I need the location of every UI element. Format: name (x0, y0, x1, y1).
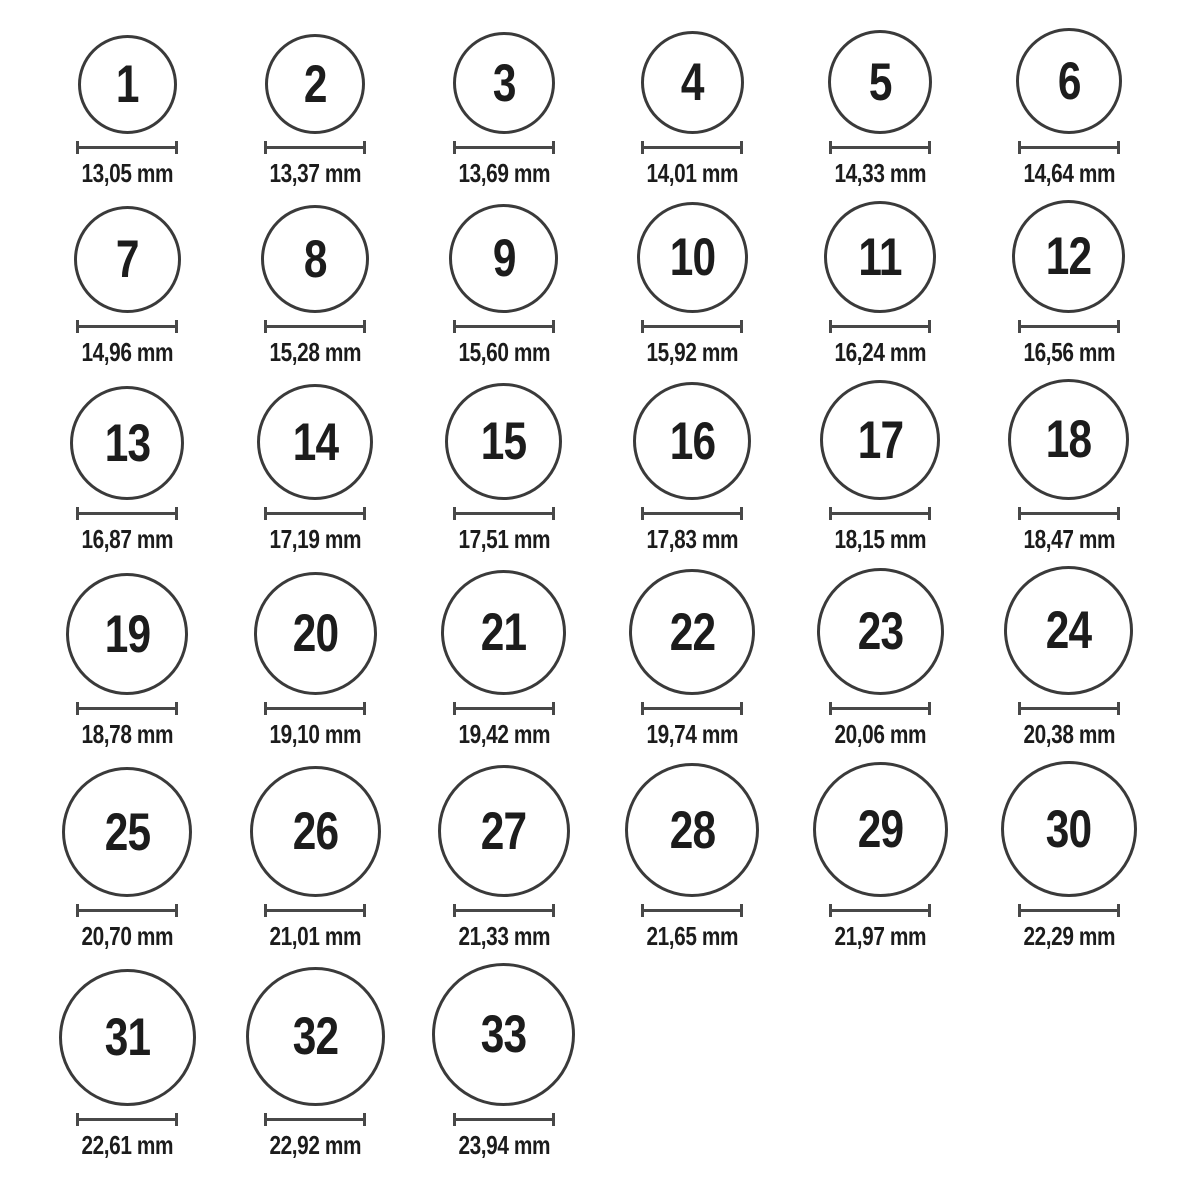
diameter-ruler-icon (829, 320, 931, 333)
ring-size-number: 5 (869, 52, 892, 112)
ring-size-number: 7 (115, 230, 139, 289)
diameter-ruler-icon (453, 702, 555, 715)
ring-size-cell (410, 204, 598, 365)
diameter-ruler-icon (1018, 702, 1120, 715)
ring-size-number: 23 (857, 602, 904, 661)
ring-size-cell (221, 34, 409, 186)
ring-size-cell (598, 202, 786, 365)
ring-size-cell (33, 573, 221, 747)
diameter-label: 13,05 mm (81, 158, 173, 188)
ring-circle (637, 202, 748, 313)
ring-circle (432, 963, 575, 1106)
ring-size-cell (975, 566, 1163, 747)
diameter-label: 22,61 mm (81, 1130, 173, 1160)
ring-size-number: 31 (104, 1008, 150, 1067)
ring-circle (453, 32, 555, 134)
diameter-label: 20,70 mm (81, 921, 173, 951)
ring-size-cell (975, 200, 1163, 365)
ring-size-cell (786, 380, 974, 552)
ring-size-cell (975, 379, 1163, 552)
ring-circle (70, 386, 184, 500)
diameter-ruler-icon (76, 141, 178, 154)
diameter-ruler-icon (264, 141, 366, 154)
diameter-ruler-icon (641, 141, 743, 154)
ring-size-number: 24 (1046, 601, 1092, 660)
diameter-ruler-icon (453, 904, 555, 917)
ring-circle (257, 384, 373, 500)
ring-circle (828, 30, 932, 134)
ring-circle (824, 201, 936, 313)
diameter-ruler-icon (829, 141, 931, 154)
ring-circle (813, 762, 948, 897)
diameter-label: 13,69 mm (458, 158, 550, 188)
ring-size-cell (786, 568, 974, 747)
ring-size-number: 16 (669, 411, 715, 471)
ring-size-number: 21 (481, 603, 527, 662)
ring-size-number: 14 (292, 412, 339, 472)
diameter-label: 16,56 mm (1023, 337, 1115, 367)
ring-size-number: 6 (1057, 51, 1081, 111)
ring-size-cell (786, 30, 974, 186)
ring-circle (441, 570, 566, 695)
ring-size-number: 19 (104, 604, 150, 664)
ring-size-cell (221, 766, 409, 949)
diameter-label: 16,87 mm (81, 524, 173, 554)
ring-size-number: 4 (680, 53, 704, 112)
diameter-label: 15,60 mm (458, 337, 550, 367)
ring-size-number: 30 (1046, 799, 1092, 859)
ring-size-number: 17 (857, 410, 904, 470)
diameter-ruler-icon (641, 702, 743, 715)
diameter-ruler-icon (76, 320, 178, 333)
diameter-ruler-icon (829, 507, 931, 520)
diameter-label: 19,10 mm (269, 719, 362, 749)
ring-circle (449, 204, 558, 313)
ring-size-cell (598, 569, 786, 747)
ring-size-cell (33, 206, 221, 365)
diameter-label: 22,92 mm (269, 1130, 362, 1160)
ring-circle (1001, 761, 1137, 897)
ring-size-number: 29 (857, 800, 904, 859)
ring-circle (1016, 28, 1122, 134)
ring-size-number: 26 (292, 802, 339, 861)
diameter-label: 20,06 mm (834, 719, 927, 749)
ring-circle (59, 969, 196, 1106)
ring-size-number: 22 (669, 602, 715, 662)
ring-circle (820, 380, 940, 500)
ring-size-cell (33, 386, 221, 552)
ring-size-cell (33, 767, 221, 949)
ring-size-number: 27 (481, 801, 527, 861)
diameter-label: 21,65 mm (646, 921, 738, 951)
ring-size-number: 10 (669, 228, 715, 287)
ring-size-cell (598, 763, 786, 949)
ring-size-cell (410, 963, 598, 1158)
ring-size-number: 9 (492, 229, 516, 288)
diameter-label: 13,37 mm (269, 158, 362, 188)
diameter-label: 20,38 mm (1023, 719, 1115, 749)
ring-size-cell (221, 384, 409, 552)
diameter-label: 14,64 mm (1023, 158, 1115, 188)
diameter-ruler-icon (264, 320, 366, 333)
ring-size-cell (221, 572, 409, 747)
ring-circle (254, 572, 377, 695)
diameter-label: 18,47 mm (1023, 524, 1115, 554)
diameter-ruler-icon (641, 904, 743, 917)
diameter-label: 22,29 mm (1023, 921, 1115, 951)
ring-circle (78, 35, 177, 134)
ring-circle (261, 205, 369, 313)
diameter-ruler-icon (641, 320, 743, 333)
diameter-label: 19,74 mm (646, 719, 738, 749)
diameter-label: 15,28 mm (269, 337, 362, 367)
diameter-label: 18,78 mm (81, 719, 173, 749)
diameter-label: 14,01 mm (646, 158, 738, 188)
diameter-label: 14,33 mm (834, 158, 927, 188)
ring-circle (438, 765, 570, 897)
diameter-label: 21,97 mm (834, 921, 927, 951)
ring-size-cell (786, 762, 974, 949)
ring-size-cell (33, 35, 221, 186)
ring-circle (74, 206, 181, 313)
ring-size-cell (598, 31, 786, 186)
ring-size-cell (410, 570, 598, 747)
diameter-ruler-icon (1018, 507, 1120, 520)
ring-circle (1004, 566, 1133, 695)
diameter-ruler-icon (453, 141, 555, 154)
diameter-ruler-icon (829, 904, 931, 917)
ring-circle (265, 34, 365, 134)
diameter-label: 18,15 mm (834, 524, 927, 554)
diameter-ruler-icon (829, 702, 931, 715)
diameter-ruler-icon (1018, 320, 1120, 333)
diameter-label: 17,83 mm (646, 524, 738, 554)
diameter-ruler-icon (76, 702, 178, 715)
ring-size-number: 20 (292, 604, 339, 663)
ring-size-cell (410, 383, 598, 552)
diameter-ruler-icon (76, 1113, 178, 1126)
ring-circle (66, 573, 188, 695)
ring-size-number: 1 (115, 55, 139, 114)
diameter-ruler-icon (453, 320, 555, 333)
diameter-ruler-icon (264, 1113, 366, 1126)
diameter-ruler-icon (76, 904, 178, 917)
ring-size-number: 12 (1046, 227, 1092, 286)
diameter-label: 17,19 mm (269, 524, 362, 554)
diameter-label: 21,01 mm (269, 921, 362, 951)
ring-size-number: 13 (104, 413, 150, 473)
ring-size-cell (975, 761, 1163, 949)
diameter-ruler-icon (76, 507, 178, 520)
diameter-ruler-icon (264, 702, 366, 715)
ring-size-number: 28 (669, 800, 715, 860)
ring-size-cell (33, 969, 221, 1158)
ring-circle (445, 383, 562, 500)
ring-circle (250, 766, 381, 897)
ring-circle (633, 382, 751, 500)
ring-circle (1012, 200, 1125, 313)
diameter-label: 16,24 mm (834, 337, 927, 367)
ring-size-cell (786, 201, 974, 365)
ring-size-number: 2 (304, 54, 327, 114)
ring-circle (817, 568, 944, 695)
diameter-ruler-icon (453, 1113, 555, 1126)
ring-size-cell (221, 967, 409, 1158)
ring-circle (1008, 379, 1129, 500)
ring-circle (246, 967, 385, 1106)
ring-circle (62, 767, 192, 897)
ring-size-number: 8 (304, 229, 327, 289)
diameter-label: 19,42 mm (458, 719, 550, 749)
ring-size-number: 18 (1046, 410, 1092, 469)
ring-size-number: 15 (481, 412, 527, 471)
ring-circle (625, 763, 759, 897)
ring-size-number: 25 (104, 802, 150, 862)
diameter-label: 14,96 mm (81, 337, 173, 367)
diameter-ruler-icon (1018, 904, 1120, 917)
ring-size-number: 33 (481, 1005, 527, 1064)
ring-circle (629, 569, 755, 695)
ring-size-cell (410, 32, 598, 186)
diameter-label: 23,94 mm (458, 1130, 550, 1160)
diameter-ruler-icon (264, 904, 366, 917)
diameter-ruler-icon (1018, 141, 1120, 154)
diameter-label: 21,33 mm (458, 921, 550, 951)
ring-size-cell (221, 205, 409, 365)
diameter-ruler-icon (453, 507, 555, 520)
ring-size-cell (598, 382, 786, 552)
ring-size-cell (410, 765, 598, 949)
ring-size-cell (975, 28, 1163, 186)
diameter-ruler-icon (264, 507, 366, 520)
diameter-ruler-icon (641, 507, 743, 520)
diameter-label: 17,51 mm (458, 524, 550, 554)
ring-size-number: 11 (858, 227, 903, 287)
ring-circle (641, 31, 744, 134)
ring-size-number: 32 (292, 1007, 339, 1066)
diameter-label: 15,92 mm (646, 337, 738, 367)
ring-size-number: 3 (492, 53, 516, 113)
